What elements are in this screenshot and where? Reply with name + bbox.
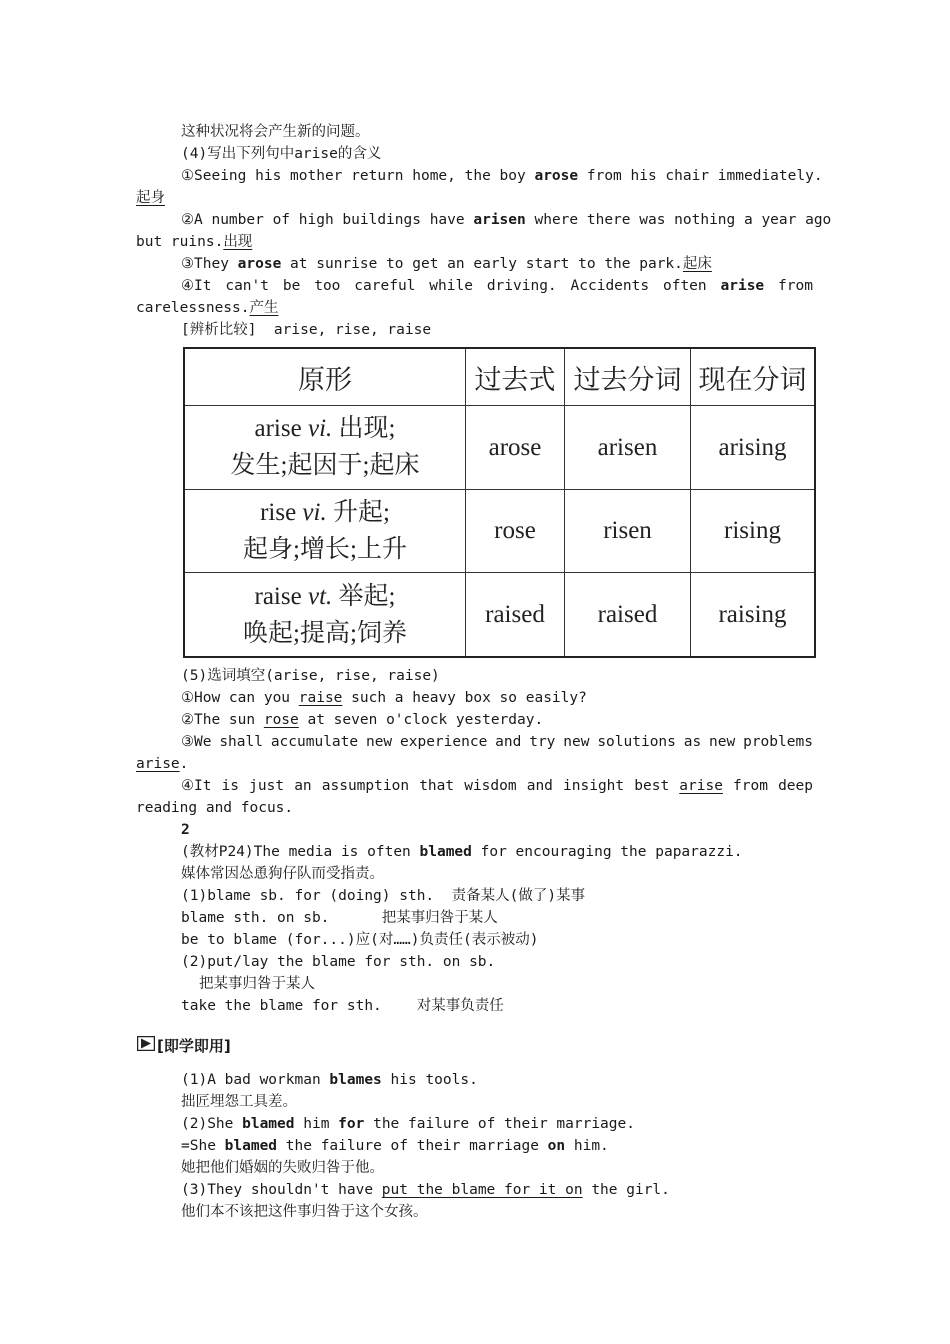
q5-sentence-3-cont: arise. [136,756,189,772]
header-past-participle: 过去分词 [565,348,691,406]
header-present-participle: 现在分词 [691,348,816,406]
header-base-form: 原形 [184,348,466,406]
header-past: 过去式 [466,348,565,406]
table-row [184,573,815,657]
cell-ing: arising [691,406,816,490]
q5-sentence-4-cont: reading and focus. [136,800,294,816]
example-2-translation: 她把他们婚姻的失败归咎于他。 [181,1160,384,1176]
compare-heading: [辨析比较] arise, rise, raise [181,322,432,338]
cell-form: raise vt. 举起; 唤起;提高;饲养 [184,573,466,657]
example-1-translation: 拙匠埋怨工具差。 [181,1094,297,1110]
intro-text: 这种状况将会产生新的问题。 [181,124,370,140]
cell-pp: risen [565,489,691,573]
phrase-1: (1)blame sb. for (doing) sth. 责备某人(做了)某事 [181,888,586,904]
phrase-4: (2)put/lay the blame for sth. on sb. [181,954,496,970]
q4-sentence-2: ②A number of high buildings have arisen where there was nothing a year ago [181,212,832,228]
cell-past: rose [466,489,565,573]
cell-pp: arisen [565,406,691,490]
q4-s1-text: ①Seeing his mother return home, the boy arose from his chair immediately. [181,168,823,184]
q5-heading: (5)选词填空(arise, rise, raise) [181,668,440,684]
example-3-answer: put the blame for it on [381,1182,583,1198]
example-2: (2)She blamed him for the failure of their marriage. [181,1116,635,1132]
cell-past: raised [466,573,565,657]
table-row [184,489,815,573]
q4-heading: (4)写出下列句中arise的含义 [181,146,382,162]
cell-ing: raising [691,573,816,657]
q5-s1-answer: raise [298,690,343,706]
cell-ing: rising [691,489,816,573]
comparison-table [183,347,816,658]
q4-sentence-4: ④It can't be too careful while driving. Accidents often arise from [181,278,813,294]
example-3: (3)They shouldn't have put the blame for it on the girl. [181,1182,670,1198]
q5-s3-answer: arise [136,756,180,772]
textbook-example-translation: 媒体常因怂恿狗仔队而受指责。 [181,866,384,882]
q5-sentence-3: ③We shall accumulate new experience and try new solutions as new problems [181,734,813,750]
q4-sentence-2-cont: but ruins.出现 [136,234,253,250]
cell-past: arose [466,406,565,490]
q4-sentence-3: ③They arose at sunrise to get an early start to the park.起床 [181,256,712,272]
example-3-translation: 他们本不该把这件事归咎于这个女孩。 [181,1204,428,1220]
example-2-rewrite: =She blamed the failure of their marriage on him. [181,1138,609,1154]
q4-sentence-1 [181,166,823,187]
section-title: [即学即用] [157,1037,231,1055]
item-number: 2 [181,822,190,838]
phrase-2: blame sth. on sb. 把某事归咎于某人 [181,910,498,926]
q4-s4-answer: 产生 [249,300,279,316]
q5-s2-answer: rose [263,712,299,728]
table-row [184,406,815,490]
phrase-4-translation: 把某事归咎于某人 [199,976,315,992]
phrase-3: be to blame (for...)应(对……)负责任(表示被动) [181,932,539,948]
q4-s2-answer: 出现 [223,234,253,250]
cell-pp: raised [565,573,691,657]
q4-s3-answer: 起床 [682,256,712,272]
cell-form: arise vi. 出现; 发生;起因于;起床 [184,406,466,490]
q5-s4-answer: arise [679,778,723,794]
example-1: (1)A bad workman blames his tools. [181,1072,478,1088]
cell-form: rise vi. 升起; 起身;增长;上升 [184,489,466,573]
q4-s1-answer: 起身 [136,190,165,206]
q5-sentence-4: ④It is just an assumption that wisdom and insight best arise from deep [181,776,813,797]
play-triangle-icon [137,1036,155,1051]
q5-sentence-2: ②The sun rose at seven o'clock yesterday. [181,712,544,728]
q4-sentence-4-cont: carelessness.产生 [136,300,279,316]
q5-sentence-1: ①How can you raise such a heavy box so easily? [181,690,587,706]
textbook-example: (教材P24)The media is often blamed for encouraging the paparazzi. [181,844,743,860]
table-header-row [184,348,815,406]
phrase-5: take the blame for sth. 对某事负责任 [181,998,504,1014]
